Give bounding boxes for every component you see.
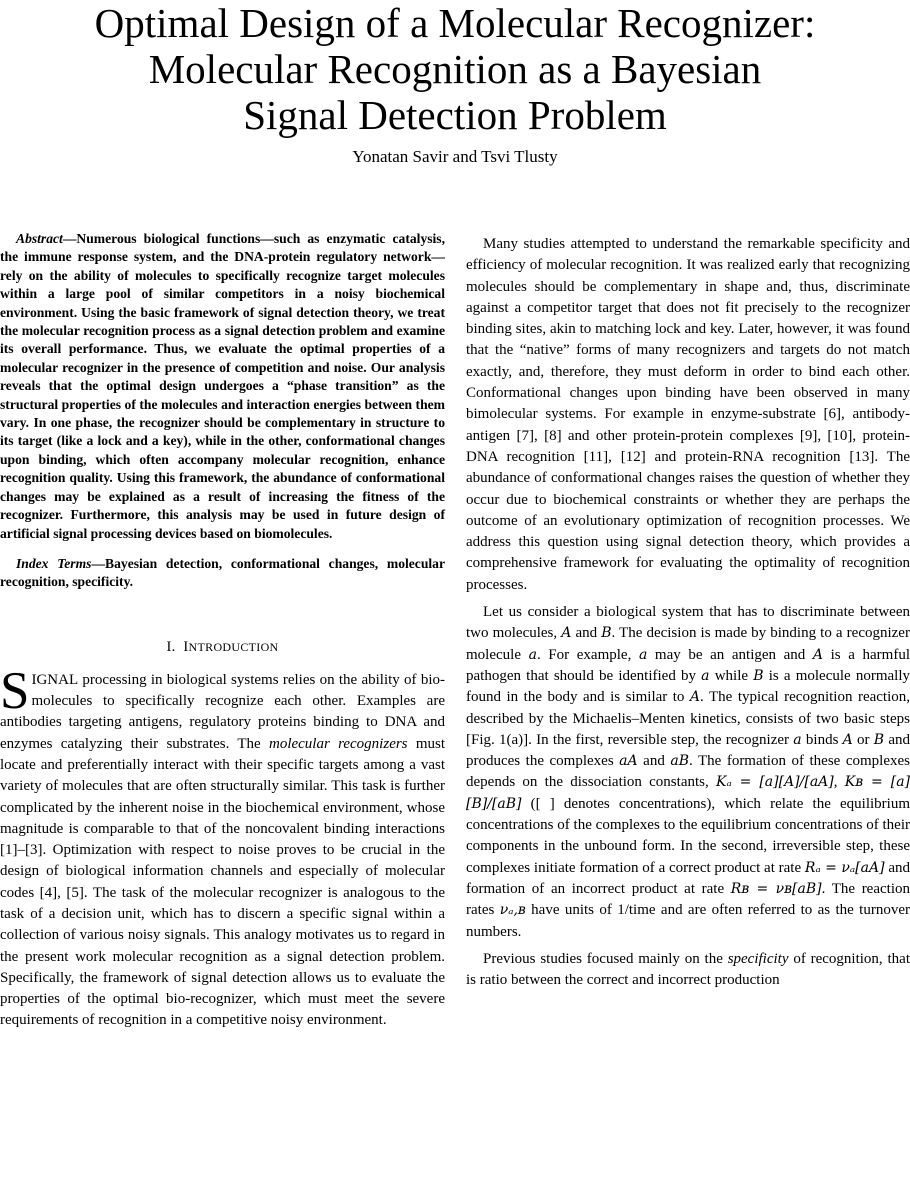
math-a: a <box>793 731 802 748</box>
section-title-cap: I <box>183 638 189 655</box>
title-line-1: Optimal Design of a Molecular Recognizer: <box>94 0 816 46</box>
abstract-label: Abstract <box>16 231 63 246</box>
intro-paragraph-2: Many studies attempted to understand the remarkable specificity and efficiency of molecular recognition. It was realized early that recognizing molecules should be complementary in shape and, thus, discriminate against a competitor target that does not fit precisely to the recognizer binding sites, akin to matching lock and key. Later, however, it was found that the “native” forms of many recognizers and targets do not match exactly, and, therefore, they must deform in order to bind each other. Conformational changes upon binding have been observed in many bimolecular systems. For example in enzyme-substrate [6], antibody-antigen [7], [8] and other protein-protein complexes [9], [10], protein-DNA recognition [11], [12] and protein-RNA recognition [13]. The abundance of conformational changes raises the question of whether they occur due to biochemical constraints or whether they are perhaps the outcome of an evolutionary optimization of recognition processes. We address this question using signal detection theory, which provides a comprehensive framework for evaluating the optimality of recognition processes. <box>466 236 910 593</box>
intro-p1-emphasis: molecular recognizers <box>268 735 408 752</box>
math-A: A <box>812 646 824 663</box>
p3-text: is a molecule normally found in the body and is similar to <box>466 667 910 706</box>
abstract-text: —Numerous biological functions—such as enzymatic catalysis, the immune response system, and the DNA-protein regulatory network—rely on the ability of molecules to specifically recognize target molecules within a large pool of similar competitors in a noisy biochemical environment. Using the basic framework of signal detection theory, we treat the molecular recognition process as a signal detection problem and examine its overall performance. Thus, we evaluate the optimal properties of a molecular recognizer in the presence of competition and noise. Our analysis reveals that the optimal design undergoes a “phase transition” as the structural properties of the molecules and interaction energies between them vary. In one phase, the recognizer should be complementary in structure to its target (like a lock and a key), while in the other, conformational changes upon binding, which often accompany molecular recognition, enhance recognition quality. Using this framework, the abundance of conformational changes may be explained as a result of increasing the fitness of the recognizer. Furthermore, this analysis may be used in future design of artificial signal processing devices based on biomolecules. <box>0 231 445 541</box>
right-column <box>466 230 910 997</box>
intro-paragraph-1 <box>0 661 445 1032</box>
math-a: a <box>638 646 648 663</box>
author-list: Yonatan Savir and Tsvi Tlusty <box>352 147 558 166</box>
index-terms-label: Index Terms <box>16 555 92 571</box>
math-B: B <box>601 625 612 642</box>
title-line-2: Molecular Recognition as a Bayesian <box>148 46 762 92</box>
math-A: A <box>842 731 853 748</box>
math-nu: νₐ,ʙ <box>499 902 526 919</box>
math-B: B <box>753 667 764 684</box>
math-ra-equation: Rₐ = νₐ[aA] <box>804 859 885 876</box>
intro-paragraph-4 <box>466 949 910 992</box>
intro-p1-text-b: must locate and preferentially interact with their specific targets among a vast variety of molecules that are often structurally similar. This task is further complicated by the inherent noise in the biochemical environment, whose magnitude is comparable to that of the noncovalent binding interactions [1]–[3]. Optimization with respect to noise proves to be crucial in the design of biological information channels and especially of molecular codes [4], [5]. The task of the molecular recognizer is analogous to the task of a decision unit, which has to discern a specific signal within a collection of various noisy signals. This analogy motivates us to regard in the present work molecular recognition as a signal detection problem. Specifically, the framework of signal detection allows us to evaluate the properties of the optimal bio-recognizer, which must meet the severe requirements of recognition in a competitive noisy environment. <box>0 735 445 1029</box>
p3-text: while <box>709 667 754 684</box>
left-column <box>0 230 445 1032</box>
math-aB: aB <box>670 753 689 770</box>
p4-text: Previous studies focused mainly on the <box>483 950 728 967</box>
p3-text: and produces the complexes <box>466 731 910 770</box>
intro-p1-text-a: processing in biological systems relies on the ability of bio-molecules to specifically recognize each other. Examples are antibodies targeting antigens, regulatory proteins binding to DNA and enzymes catalyzing their substrates. The <box>0 671 445 752</box>
p3-text: Let us consider a biological system that has to discriminate between two molecules, <box>466 604 910 642</box>
abstract <box>0 230 445 543</box>
math-a: a <box>701 667 710 684</box>
p3-text: . For example, <box>536 646 639 663</box>
p3-text: or <box>852 731 874 748</box>
section-heading <box>0 639 445 656</box>
p3-text: . The typical recognition reaction, described by the Michaelis–Menten kinetics, consists of two basic steps [Fig. 1(a)]. In the first, reversible step, the recognizer <box>466 689 910 748</box>
math-B: B <box>873 731 885 748</box>
intro-first-word: IGNAL <box>31 671 79 688</box>
p4-text: of recognition, that is ratio between the correct and incorrect production <box>466 950 910 989</box>
math-ka-equation: Kₐ = [a][A]/[aA] <box>715 774 834 791</box>
p3-text: may be an antigen and <box>647 646 813 663</box>
math-A: A <box>689 689 701 706</box>
math-a: a <box>528 646 537 663</box>
p3-text: ([ ] denotes concentrations), which relate the equilibrium concentrations of the complexes to the equilibrium concentrations of their components in the unbound form. In the second, irreversible step, these complexes initiate formation of a correct product at rate <box>466 795 910 876</box>
title-line-3: Signal Detection Problem <box>243 92 667 138</box>
p3-text: and <box>637 753 671 770</box>
p3-text: and formation of an incorrect product at rate <box>466 859 910 897</box>
p3-text: is a harmful pathogen that should be identified by <box>466 646 910 684</box>
math-A: A <box>561 625 572 642</box>
paper-title <box>0 0 910 138</box>
index-terms-text: —Bayesian detection, conformational changes, molecular recognition, specificity. <box>0 555 445 590</box>
math-rb-equation: Rʙ = νʙ[aB] <box>730 880 822 897</box>
math-kb-equation: Kʙ = [a][B]/[aB] <box>466 774 910 812</box>
p3-text: . The reaction rates <box>466 880 910 919</box>
section-title-rest: NTRODUCTION <box>188 639 279 654</box>
p3-text: have units of 1/time and are often referred to as the turnover numbers. <box>466 902 910 940</box>
index-terms <box>0 555 445 592</box>
section-numeral: I. <box>166 638 176 655</box>
p3-text: and <box>571 625 602 642</box>
p4-emphasis: specificity <box>727 950 789 967</box>
drop-cap: S <box>0 661 30 720</box>
math-aA: aA <box>619 753 638 770</box>
p3-text: binds <box>801 731 843 748</box>
intro-paragraph-3: Let us consider a biological system that has to discriminate between two molecules, A and B. The decision is made by binding to a recognizer molecule a. For example, a may be an antigen and A is a harmful pathogen that should be identified by a while B is a molecule normally found in the body and is similar to A. The typical recognition reaction, described by the Michaelis–Menten kinetics, consists of two basic steps [Fig. 1(a)]. In the first, reversible step, the recognizer a binds A or B and produces the complexes aA and aB. The formation of these complexes depends on the dissociation constants, Kₐ = [a][A]/[aA], Kʙ = [a][B]/[aB] ([ ] denotes concentrations), which relate the equilibrium concentrations of the complexes to the equilibrium concentrations of their components in the unbound form. In the second, irreversible step, these complexes initiate formation of a correct product at rate Rₐ = νₐ[aA] and formation of an incorrect product at rate Rʙ = νʙ[aB]. The reaction rates νₐ,ʙ have units of 1/time and are often referred to as the turnover numbers. <box>466 604 910 940</box>
p3-text: . The decision is made by binding to a recognizer molecule <box>466 625 910 663</box>
p3-text: . The formation of these complexes depends on the dissociation constants, <box>466 753 910 791</box>
